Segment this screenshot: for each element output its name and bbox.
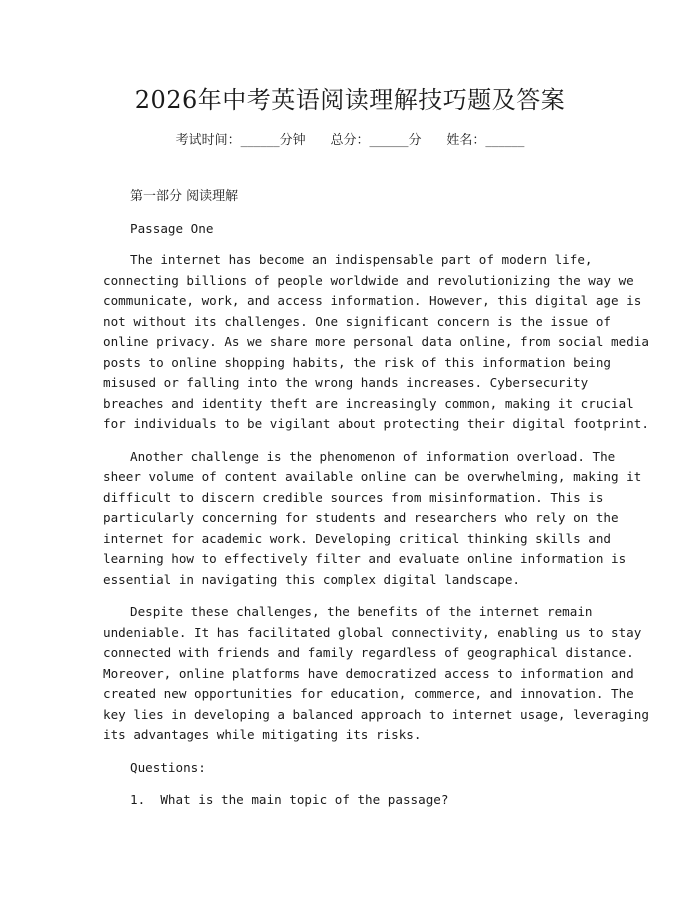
paragraph-line: Despite these challenges, the benefits of the internet remain <box>130 604 593 619</box>
paragraph <box>103 250 649 435</box>
document-title: 2026年中考英语阅读理解技巧题及答案 <box>134 86 566 114</box>
paragraph-line: connected with friends and family regardless of geographical distance. <box>103 645 634 660</box>
name-label: 姓名： <box>446 133 486 148</box>
paragraph-line: online privacy. As we share more personal data online, from social media <box>103 334 649 349</box>
name-blank: ______ <box>485 133 525 148</box>
score-blank: ______ <box>369 133 409 148</box>
time-label: 考试时间： <box>175 133 241 148</box>
document-body <box>103 187 649 823</box>
questions-heading: Questions: <box>130 759 206 775</box>
question-text: What is the main topic of the passage? <box>160 792 449 807</box>
paragraph-line: for individuals to be vigilant about protecting their digital footprint. <box>103 416 649 431</box>
score-label: 总分： <box>330 133 370 148</box>
section-heading: 第一部分 阅读理解 <box>130 189 239 204</box>
paragraph-line: key lies in developing a balanced approach to internet usage, leveraging <box>103 706 649 722</box>
time-unit: 分钟 <box>279 133 306 148</box>
paragraph-line: essential in navigating this complex digital landscape. <box>103 571 521 587</box>
question-number: 1. <box>130 792 146 807</box>
time-blank: ______ <box>240 133 280 148</box>
paragraph <box>103 602 649 746</box>
paragraph-line: connecting billions of people worldwide and revolutionizing the way we <box>103 272 634 288</box>
paragraph-line: internet for academic work. Developing critical thinking skills and <box>103 530 611 546</box>
exam-meta-line <box>0 131 700 151</box>
paragraph-line: The internet has become an indispensable part of modern life, <box>130 252 593 267</box>
paragraph-line: learning how to effectively filter and evaluate online information is <box>103 551 627 566</box>
paragraph-line: not without its challenges. One significant concern is the issue of <box>103 313 611 329</box>
paragraph-line: particularly concerning for students and researchers who rely on the <box>103 510 619 525</box>
paragraph-line: Another challenge is the phenomenon of information overload. The <box>130 448 616 464</box>
paragraph-line: breaches and identity theft are increasingly common, making it crucial <box>103 395 634 411</box>
paragraph-line: misused or falling into the wrong hands increases. Cybersecurity <box>103 375 589 390</box>
paragraph-line: its advantages while mitigating its risks. <box>103 727 422 742</box>
paragraph-line: posts to online shopping habits, the risk of this information being <box>103 354 611 370</box>
paragraph <box>103 447 642 591</box>
paragraph-line: created new opportunities for education, commerce, and innovation. The <box>103 686 634 701</box>
paragraph-line: Moreover, online platforms have democratized access to information and <box>103 665 634 681</box>
paragraph-line: communicate, work, and access information. However, this digital age is <box>103 293 642 308</box>
score-unit: 分 <box>408 133 422 148</box>
paragraph-line: sheer volume of content available online can be overwhelming, making it <box>103 469 642 484</box>
paragraph-line: difficult to discern credible sources from misinformation. This is <box>103 489 604 505</box>
question-item <box>103 790 603 811</box>
paragraph-line: undeniable. It has facilitated global connectivity, enabling us to stay <box>103 624 642 640</box>
passage-heading: Passage One <box>130 220 214 236</box>
